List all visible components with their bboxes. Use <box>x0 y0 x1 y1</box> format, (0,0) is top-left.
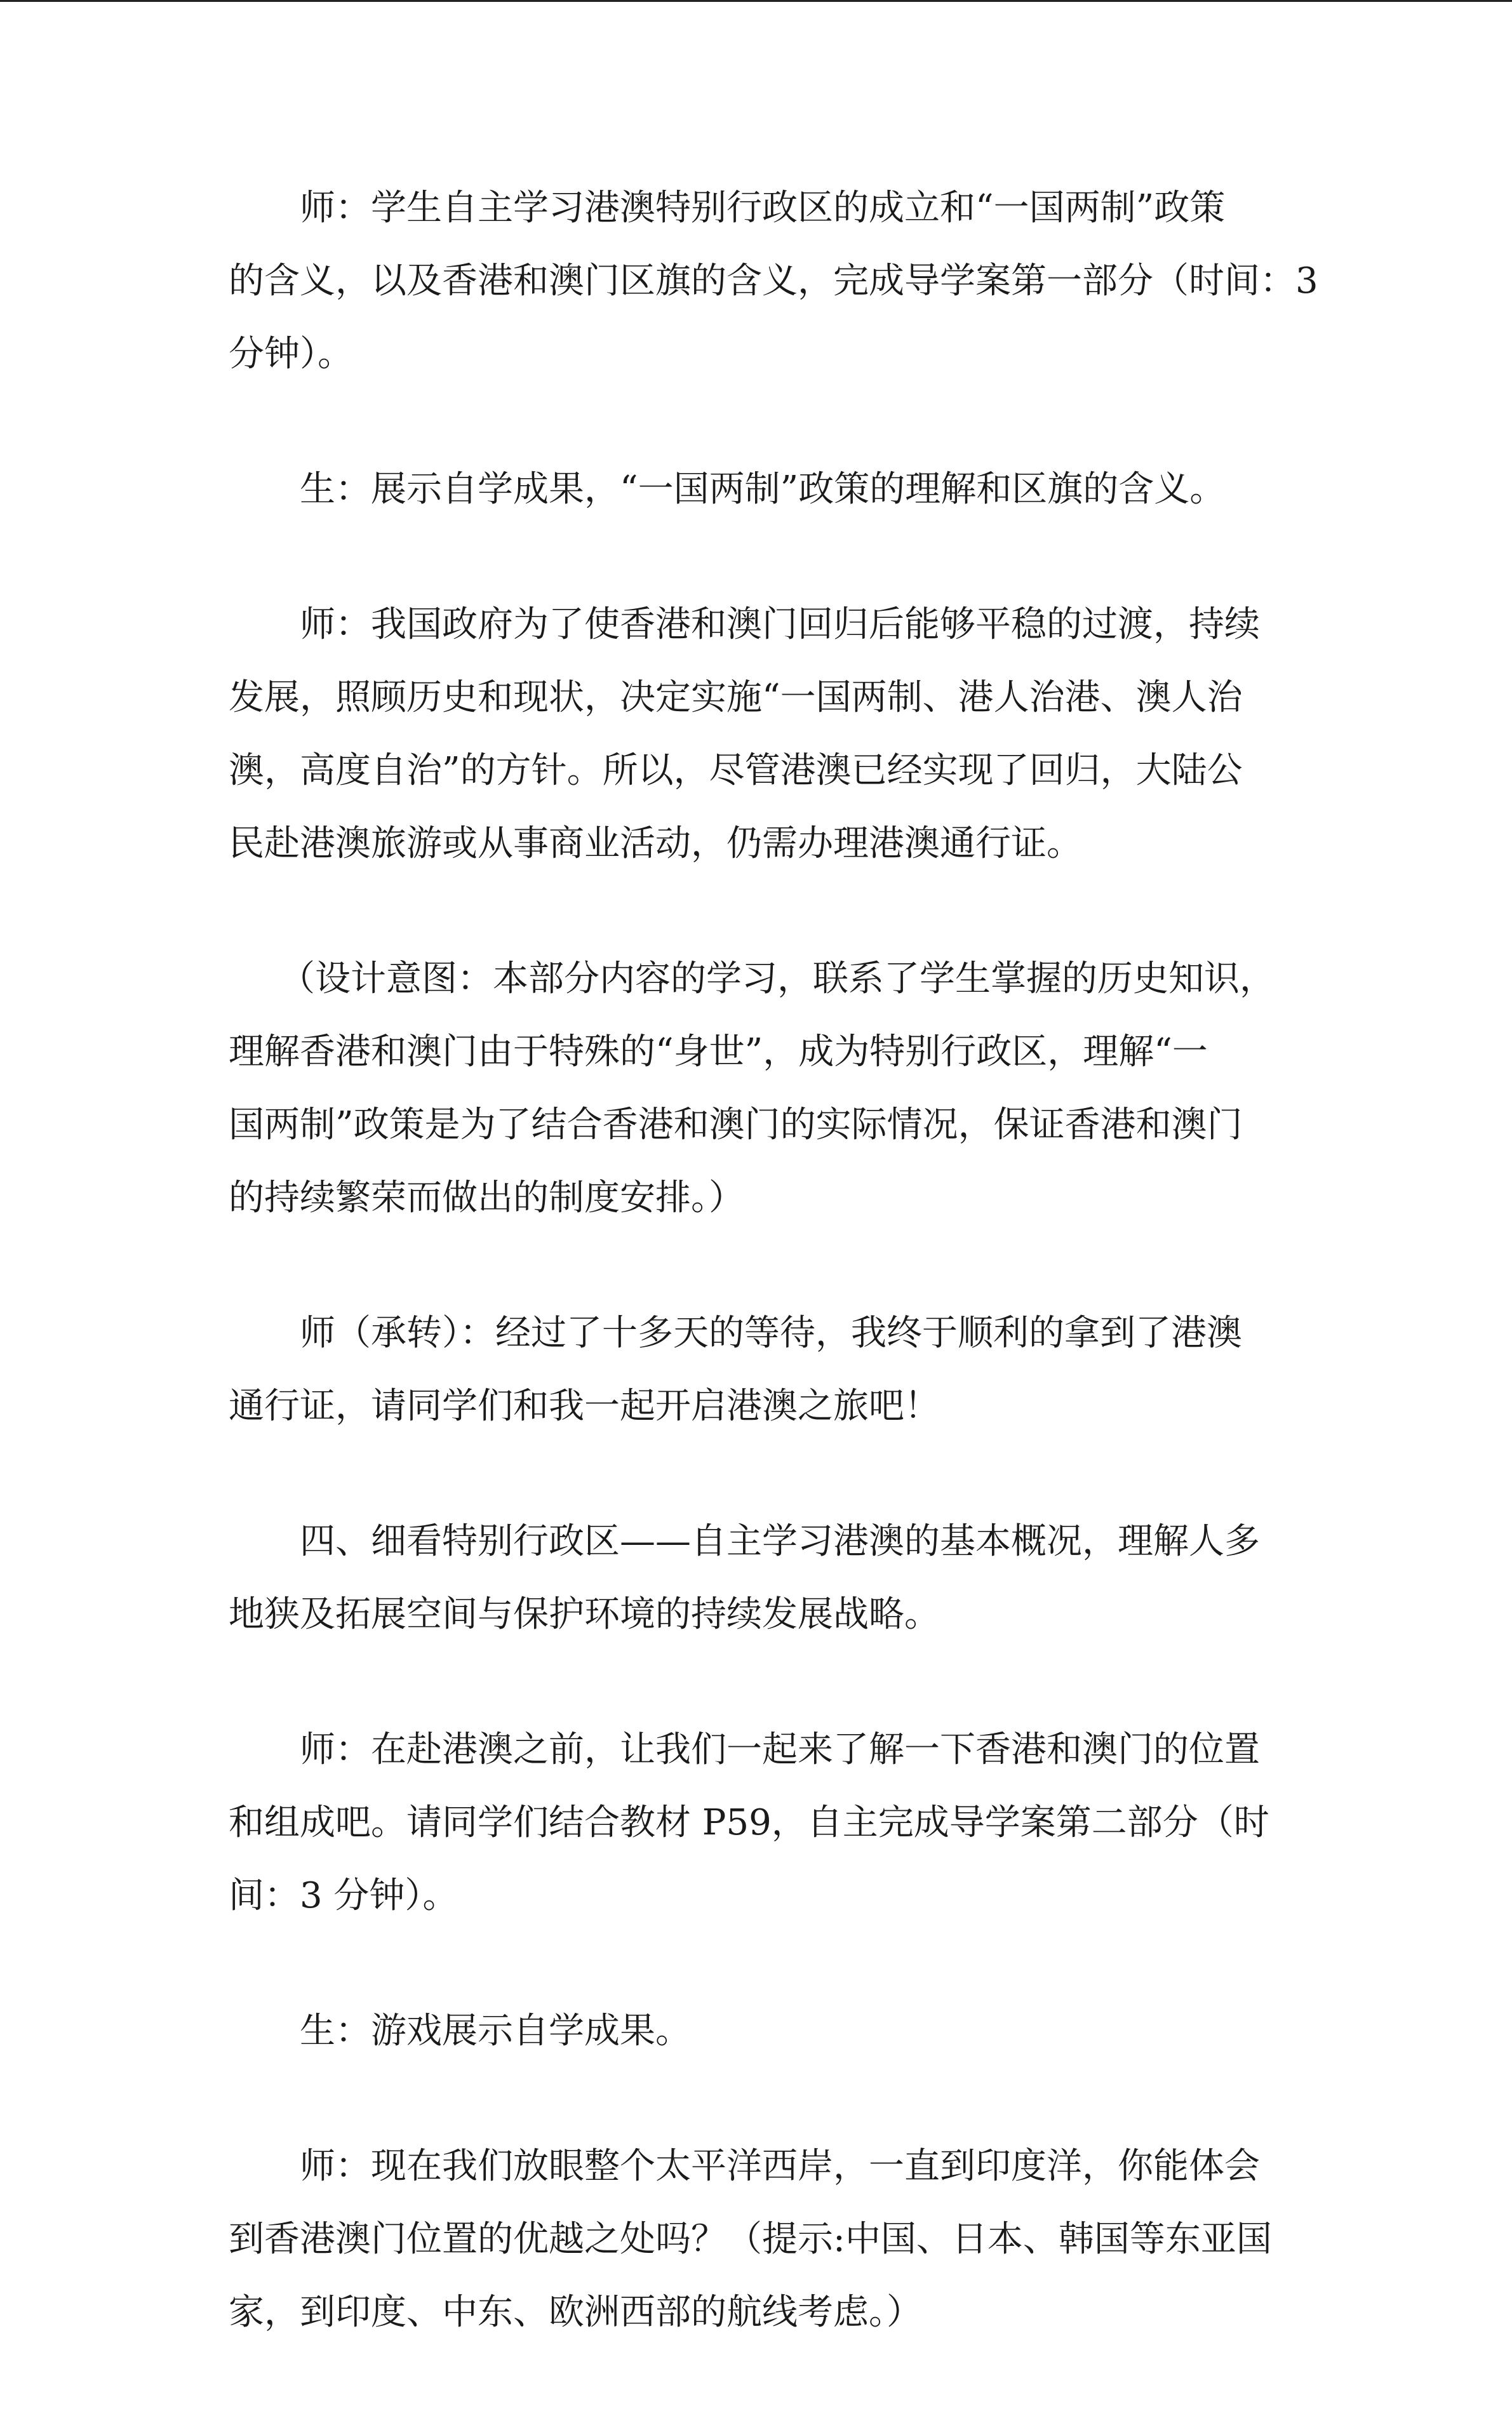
text-line: 澳，高度自治”的方针。所以，尽管港澳已经实现了回归，大陆公 <box>229 750 1243 791</box>
text-line: （设计意图：本部分内容的学习，联系了学生掌握的历史知识， <box>279 958 1275 999</box>
text-line: 到香港澳门位置的优越之处吗？（提示:中国、日本、韩国等东亚国 <box>229 2219 1272 2260</box>
text-line: 生：展示自学成果，“一国两制”政策的理解和区旗的含义。 <box>300 469 1226 510</box>
paragraph-7 <box>229 1713 1308 1932</box>
text-line: 和组成吧。请同学们结合教材 P59，自主完成导学案第二部分（时 <box>229 1802 1269 1843</box>
text-line: 的含义，以及香港和澳门区旗的含义，完成导学案第一部分（时间：3 <box>229 260 1318 302</box>
text-line: 发展，照顾历史和现状，决定实施“一国两制、港人治港、澳人治 <box>229 677 1243 718</box>
text-line: 生：游戏展示自学成果。 <box>300 2010 691 2052</box>
text-line: 师：现在我们放眼整个太平洋西岸，一直到印度洋，你能体会 <box>300 2146 1260 2187</box>
paragraph-3 <box>229 588 1308 880</box>
paragraph-5 <box>229 1297 1308 1443</box>
text-line: 师：学生自主学习港澳特别行政区的成立和“一国两制”政策 <box>300 187 1226 229</box>
text-line: 师：我国政府为了使香港和澳门回归后能够平稳的过渡，持续 <box>300 604 1260 645</box>
top-border-line <box>0 0 1512 2</box>
paragraph-2 <box>229 453 1308 526</box>
paragraph-design-note <box>229 942 1308 1234</box>
text-line: 的持续繁荣而做出的制度安排。） <box>229 1177 744 1219</box>
text-line: 间：3 分钟）。 <box>229 1875 458 1916</box>
text-line: 地狭及拓展空间与保护环境的持续发展战略。 <box>229 1594 940 1635</box>
text-line: 师：在赴港澳之前，让我们一起来了解一下香港和澳门的位置 <box>300 1729 1260 1770</box>
paragraph-1 <box>229 171 1318 391</box>
document-page <box>229 171 1318 2411</box>
text-line: 四、细看特别行政区——自主学习港澳的基本概况，理解人多 <box>300 1521 1260 1562</box>
text-line: 民赴港澳旅游或从事商业活动，仍需办理港澳通行证。 <box>229 823 1082 864</box>
paragraph-9 <box>229 2130 1308 2349</box>
text-line: 理解香港和澳门由于特殊的“身世”，成为特别行政区，理解“一 <box>229 1031 1208 1072</box>
text-line: 通行证，请同学们和我一起开启港澳之旅吧！ <box>229 1386 940 1427</box>
text-line: 家，到印度、中东、欧洲西部的航线考虑。） <box>229 2292 922 2333</box>
text-line: 分钟）。 <box>229 333 353 375</box>
section-heading-4 <box>229 1505 1308 1651</box>
text-line: 国两制”政策是为了结合香港和澳门的实际情况，保证香港和澳门 <box>229 1104 1243 1145</box>
text-line: 师（承转）：经过了十多天的等待，我终于顺利的拿到了港澳 <box>300 1312 1242 1354</box>
paragraph-8 <box>229 1994 1308 2067</box>
